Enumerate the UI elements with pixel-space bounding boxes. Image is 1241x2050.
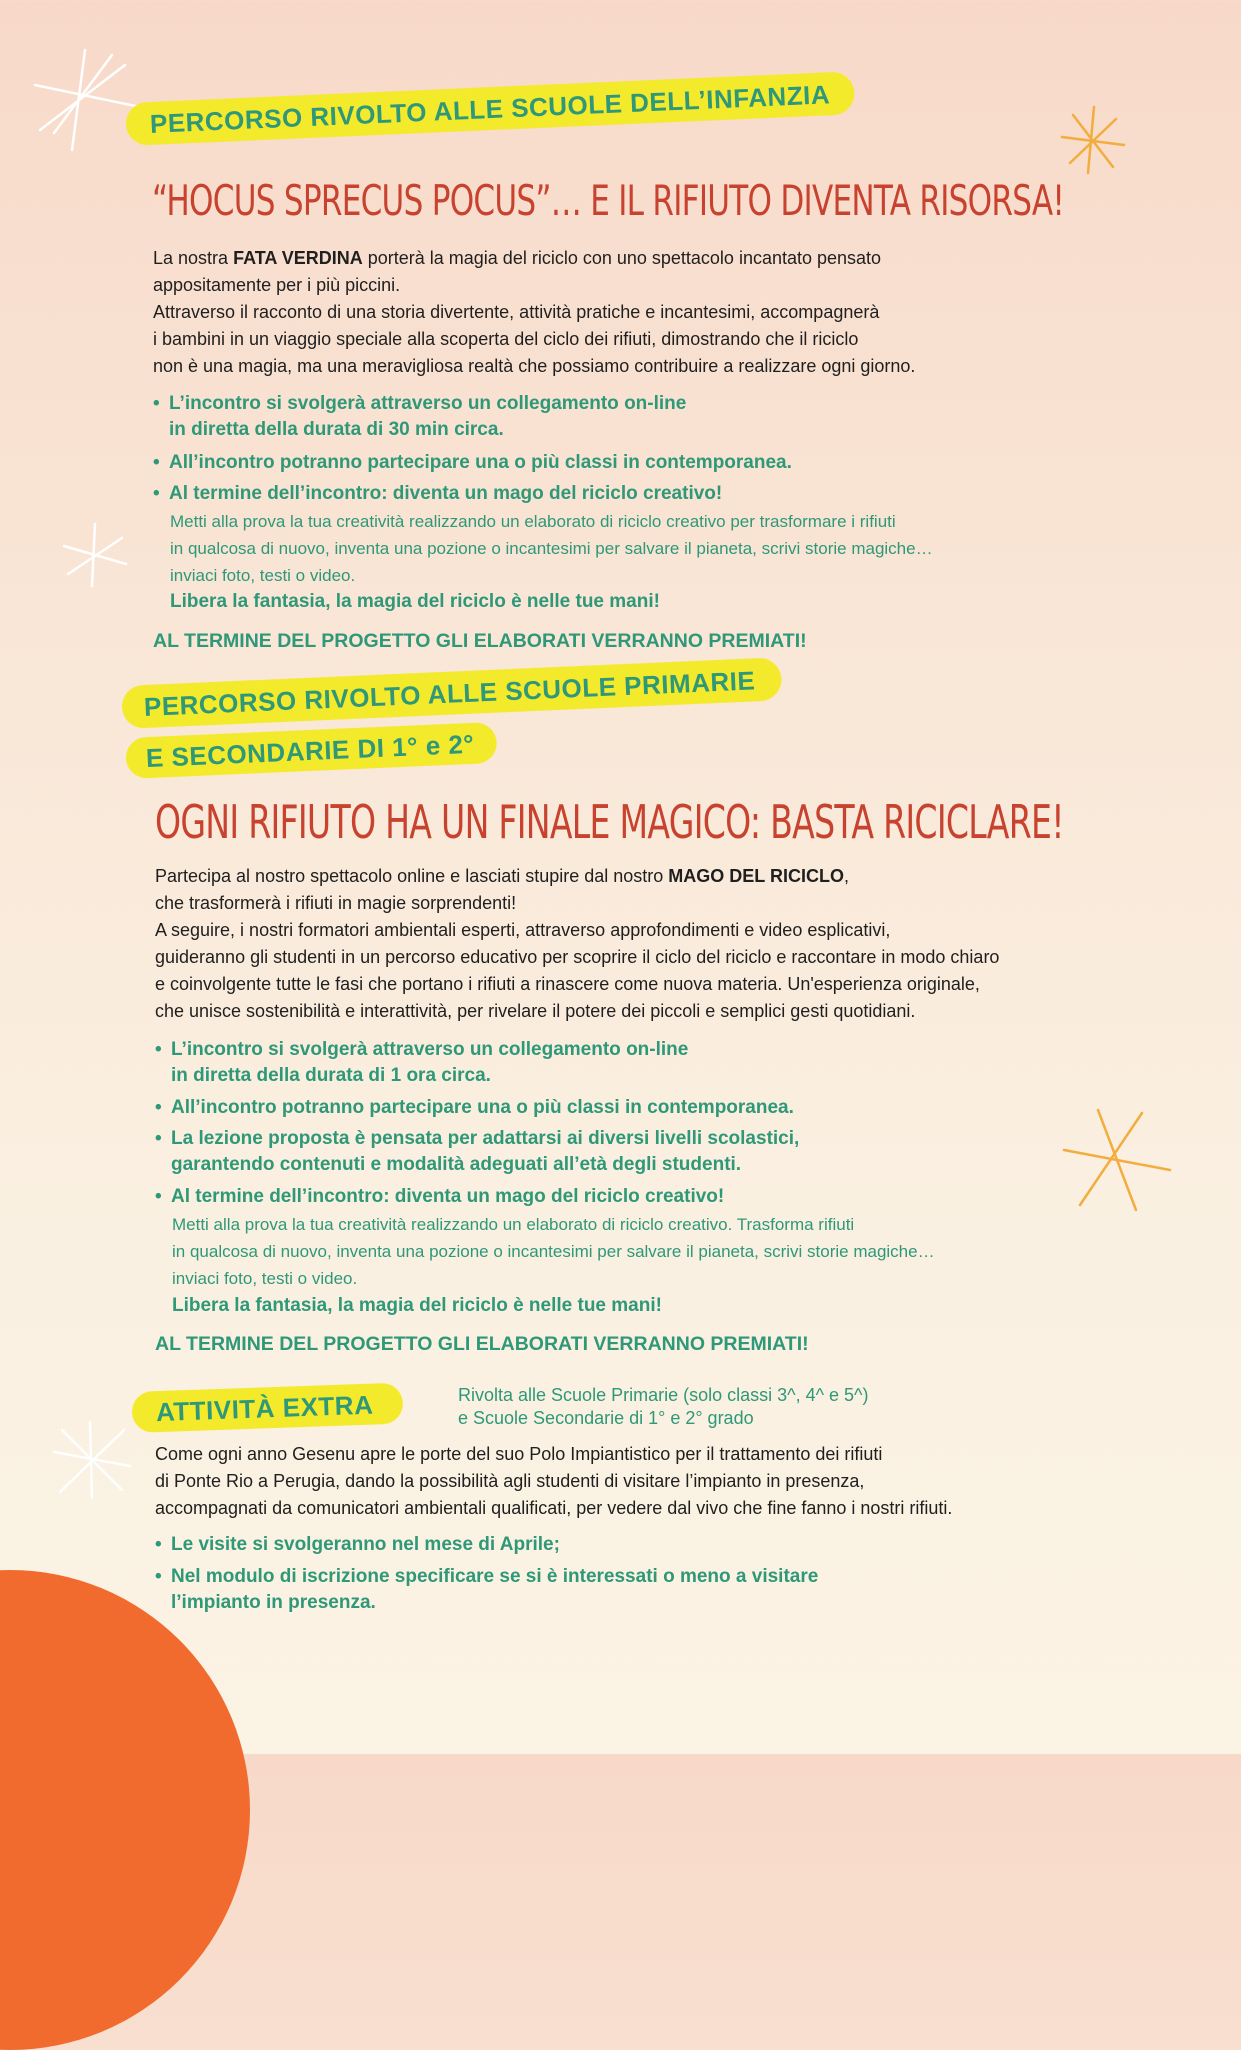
section-tag-extra: ATTIVITÀ EXTRA [131,1383,404,1433]
bullet-classes-infanzia: • All’incontro potranno partecipare una o più classi in contemporanea. [153,452,792,473]
sparkle-star-icon [1058,105,1128,175]
section-tag-primarie-line2: E SECONDARIE DI 1° e 2° [125,722,497,779]
bullet-creative-primarie: • Al termine dell’incontro: diventa un mago del riciclo creativo! [155,1186,725,1207]
fata-verdina-name: FATA VERDINA [233,248,363,268]
section-title-infanzia: “HOCUS SPRECUS POCUS”… E IL RIFIUTO DIVENTA RISORSA! [152,176,1065,225]
fantasy-line-primarie: Libera la fantasia, la magia del riciclo è nelle tue mani! [172,1295,662,1316]
award-line-infanzia: AL TERMINE DEL PROGETTO GLI ELABORATI VERRANNO PREMIATI! [153,630,807,652]
creative-description-primarie: Metti alla prova la tua creatività realizzando un elaborato di riciclo creativo. Trasforma rifiuti in qualcosa di nuovo, inventa una pozione o incantesimi per salvare il pianeta, scrivi storie magiche… inviaci foto, testi o video. [172,1215,935,1288]
bullet-visit-registration: • Nel modulo di iscrizione specificare se si è interessati o meno a visitare l’impianto in presenza. [155,1566,819,1613]
extra-intro-paragraph: Come ogni anno Gesenu apre le porte del suo Polo Impiantistico per il trattamento dei rifiuti di Ponte Rio a Perugia, dando la possibilità agli studenti di visitare l’impianto in presenza, accompagnati da comunicatori ambientali qualificati, per vedere dal vivo che fine fanno i nostri rifiuti. [155,1444,953,1518]
bullet-visit-month: • Le visite si svolgeranno nel mese di Aprile; [155,1534,560,1555]
section-tag-primarie-line1: PERCORSO RIVOLTO ALLE SCUOLE PRIMARIE [121,657,782,729]
intro-paragraph-infanzia: La nostra FATA VERDINA porterà la magia del riciclo con uno spettacolo incantato pensato appositamente per i più piccini. Attraverso il racconto di una storia divertente, attività pratiche e incantesimi, accompagnerà i bambini in un viaggio speciale alla scoperta del ciclo dei rifiuti, dimostrando che il riciclo non è una magia, ma una meravigliosa realtà che possiamo contribuire a realizzare ogni giorno. [153,248,916,376]
award-line-primarie: AL TERMINE DEL PROGETTO GLI ELABORATI VERRANNO PREMIATI! [155,1333,809,1355]
fantasy-line-infanzia: Libera la fantasia, la magia del riciclo è nelle tue mani! [170,591,660,612]
bullet-online-infanzia: • L’incontro si svolgerà attraverso un collegamento on-line in diretta della durata di 30 min circa. [153,393,687,440]
intro-paragraph-primarie: Partecipa al nostro spettacolo online e lasciati stupire dal nostro MAGO DEL RICICLO, che trasformerà i rifiuti in magie sorprendenti! A seguire, i nostri formatori ambientali esperti, attraverso approfondimenti e video esplicativi, guideranno gli studenti in un percorso educativo per scoprire il ciclo del riciclo e raccontare in modo chiaro e coinvolgente tutte le fasi che portano i rifiuti a rinascere come nuova materia. Un'esperienza originale, che unisce sostenibilità e interattività, per rivelare il potere dei piccoli e semplici gesti quotidiani. [155,866,1000,1021]
bullet-online-primarie: • L’incontro si svolgerà attraverso un collegamento on-line in diretta della durata di 1 ora circa. [155,1039,689,1086]
extra-target-audience: Rivolta alle Scuole Primarie (solo classi 3^, 4^ e 5^) e Scuole Secondarie di 1° e 2° grado [458,1385,869,1428]
bullet-creative-infanzia: • Al termine dell’incontro: diventa un mago del riciclo creativo! [153,483,723,504]
sparkle-star-icon [60,520,130,590]
section-tag-infanzia: PERCORSO RIVOLTO ALLE SCUOLE DELL’INFANZIA [125,71,855,146]
orange-corner-shape [0,1570,250,2050]
bullet-levels-primarie: • La lezione proposta è pensata per adattarsi ai diversi livelli scolastici, garantendo contenuti e modalità adeguati all’età degli studenti. [155,1128,800,1175]
mago-del-riciclo-name: MAGO DEL RICICLO [668,866,844,886]
creative-description-infanzia: Metti alla prova la tua creatività realizzando un elaborato di riciclo creativo per trasformare i rifiuti in qualcosa di nuovo, inventa una pozione o incantesimi per salvare il pianeta, scrivi storie magiche… inviaci foto, testi o video. [170,512,933,585]
section-title-primarie: OGNI RIFIUTO HA UN FINALE MAGICO: BASTA RICICLARE! [155,795,1064,849]
sparkle-star-icon [50,1418,135,1503]
bullet-classes-primarie: • All’incontro potranno partecipare una o più classi in contemporanea. [155,1097,794,1118]
sparkle-star-icon [1060,1105,1175,1215]
